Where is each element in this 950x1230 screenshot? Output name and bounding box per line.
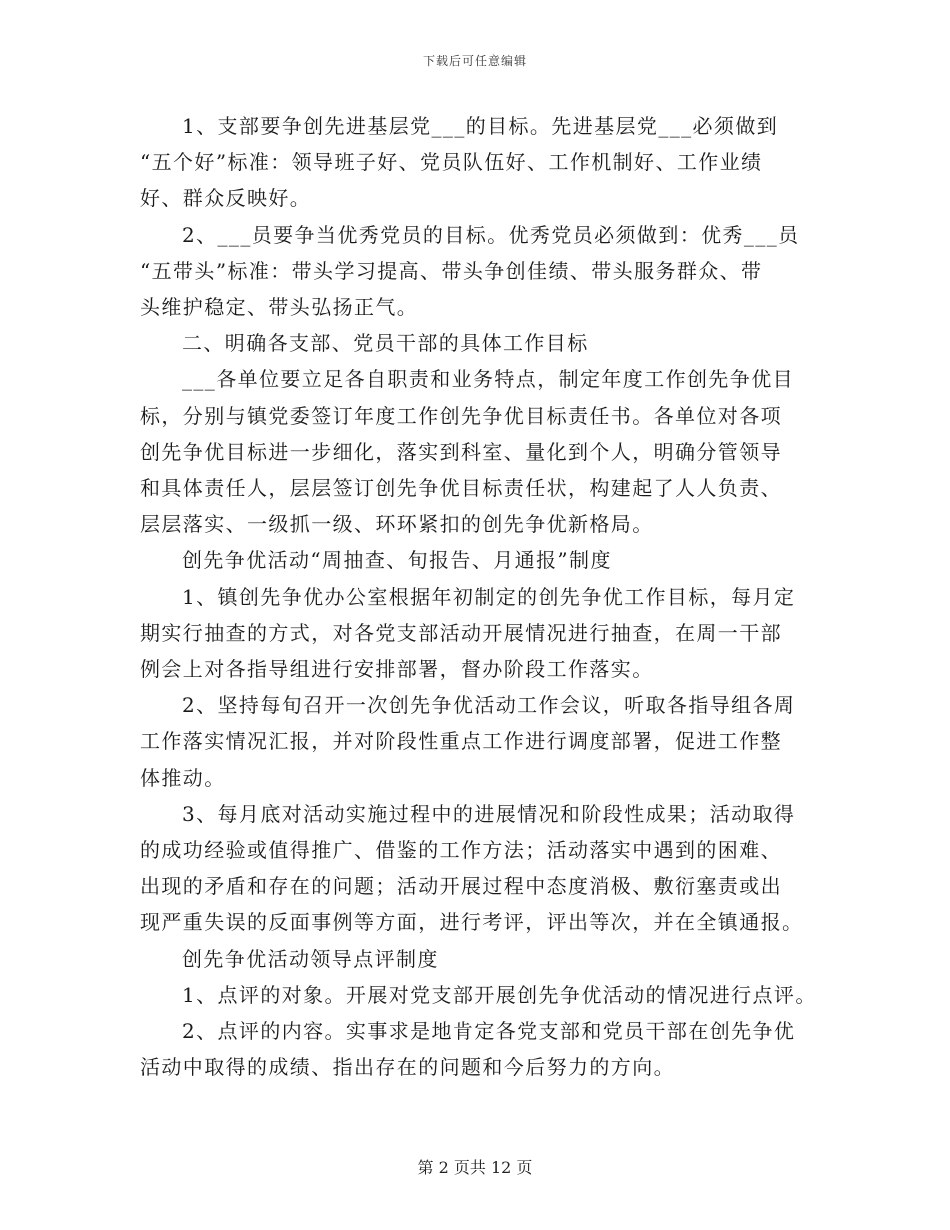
- body-line: 1、点评的对象。开展对党支部开展创先争优活动的情况进行点评。: [182, 982, 817, 1007]
- page-header: 下载后可任意编辑: [422, 54, 527, 68]
- body-line: “五个好”标准：领导班子好、党员队伍好、工作机制好、工作业绩: [140, 150, 763, 175]
- section-heading: 二、明确各支部、党员干部的具体工作目标: [182, 331, 589, 356]
- body-line: 1、镇创先争优办公室根据年初制定的创先争优工作目标，每月定: [182, 584, 796, 609]
- document-body: [140, 108, 830, 1085]
- body-line: 2、坚持每旬召开一次创先争优活动工作会议，听取各指导组各周: [182, 693, 796, 718]
- body-line: 体推动。: [140, 765, 226, 790]
- body-line: 现严重失误的反面事例等方面，进行考评，评出等次，并在全镇通报。: [140, 910, 804, 935]
- body-line: 头维护稳定、带头弘扬正气。: [140, 295, 419, 320]
- body-line: 工作落实情况汇报，并对阶段性重点工作进行调度部署，促进工作整: [140, 729, 782, 754]
- body-line: 标，分别与镇党委签订年度工作创先争优目标责任书。各单位对各项: [140, 403, 782, 428]
- body-line: ___各单位要立足各自职责和业务特点，制定年度工作创先争优目: [182, 367, 794, 392]
- section-heading: 创先争优活动“周抽查、旬报告、月通报”制度: [182, 548, 612, 573]
- body-line: 活动中取得的成绩、指出存在的问题和今后努力的方向。: [140, 1055, 675, 1080]
- page-number: 第 2 页共 12 页: [417, 1158, 533, 1177]
- body-line: 1、支部要争创先进基层党___的目标。先进基层党___必须做到: [182, 114, 779, 138]
- body-line: 例会上对各指导组进行安排部署，督办阶段工作落实。: [140, 657, 654, 682]
- body-line: 创先争优目标进一步细化，落实到科室、量化到个人，明确分管领导: [140, 439, 782, 464]
- body-line: 层层落实、一级抓一级、环环紧扣的创先争优新格局。: [140, 512, 654, 537]
- body-line: 2、点评的内容。实事求是地肯定各党支部和党员干部在创先争优: [182, 1019, 796, 1044]
- body-line: 好、群众反映好。: [140, 186, 312, 211]
- section-heading: 创先争优活动领导点评制度: [182, 946, 439, 971]
- body-line: “五带头”标准：带头学习提高、带头争创佳绩、带头服务群众、带: [140, 258, 763, 283]
- body-line: 的成功经验或值得推广、借鉴的工作方法；活动落实中遇到的困难、: [140, 838, 782, 863]
- body-line: 和具体责任人，层层签订创先争优目标责任状，构建起了人人负责、: [140, 476, 782, 501]
- body-line: 期实行抽查的方式，对各党支部活动开展情况进行抽查，在周一干部: [140, 620, 782, 645]
- body-line: 出现的矛盾和存在的问题；活动开展过程中态度消极、敷衍塞责或出: [140, 874, 782, 899]
- body-line: 2、___员要争当优秀党员的目标。优秀党员必须做到：优秀___员: [182, 222, 800, 247]
- body-line: 3、每月底对活动实施过程中的进展情况和阶段性成果；活动取得: [182, 801, 796, 826]
